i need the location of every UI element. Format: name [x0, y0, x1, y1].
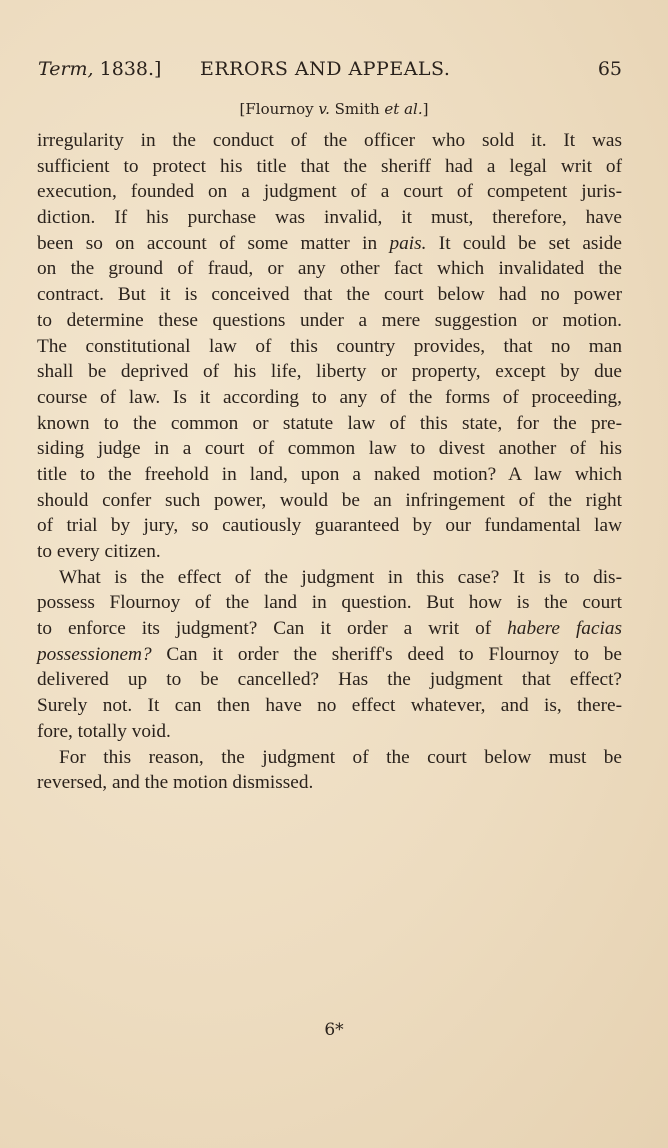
- text-segment: fore, totally void.: [37, 720, 171, 742]
- header-term-year: 1838.]: [99, 58, 162, 80]
- text-line: [37, 256, 622, 282]
- text-line: [37, 411, 622, 437]
- case-caption-versus: v.: [318, 100, 330, 118]
- text-segment: contract. But it is conceived that the court below had no power: [37, 284, 622, 306]
- text-segment: known to the common or statute law of this state, for the pre-: [37, 412, 622, 434]
- text-segment: For this reason, the judgment of the court below must be: [59, 746, 622, 768]
- case-caption-et-al: et al.: [384, 100, 423, 118]
- text-line: [37, 513, 622, 539]
- text-line: [37, 231, 622, 257]
- text-segment: delivered up to be cancelled? Has the judgment that effect?: [37, 669, 622, 691]
- text-segment: It could be set aside: [426, 232, 622, 254]
- text-segment: siding judge in a court of common law to divest another of his: [37, 438, 622, 460]
- text-segment: been so on account of some matter in: [37, 232, 390, 254]
- signature-mark: 6*: [324, 1020, 344, 1040]
- page-number: 65: [597, 58, 622, 80]
- text-segment: The constitutional law of this country provides, that no man: [37, 335, 622, 357]
- case-caption-open: [Flournoy: [239, 100, 319, 118]
- body-text: [37, 128, 622, 796]
- text-segment: possess Flournoy of the land in question. But how is the court: [37, 592, 622, 614]
- text-line: [37, 719, 622, 745]
- text-segment: Surely not. It can then have no effect whatever, and is, there-: [37, 695, 622, 717]
- text-line: [37, 462, 622, 488]
- text-line: [37, 334, 622, 360]
- text-line: [37, 539, 622, 565]
- text-line: [37, 179, 622, 205]
- text-line: [37, 436, 622, 462]
- case-caption-close: ]: [422, 100, 429, 118]
- text-segment: to enforce its judgment? Can it order a writ of: [37, 618, 508, 640]
- case-caption: [0, 100, 668, 118]
- text-line: [37, 308, 622, 334]
- text-segment: execution, founded on a judgment of a court of competent juris-: [37, 181, 622, 203]
- text-segment: on the ground of fraud, or any other fact which invalidated the: [37, 258, 622, 280]
- text-line: [37, 128, 622, 154]
- text-line: [37, 565, 622, 591]
- header-term-label: Term,: [38, 58, 94, 80]
- text-segment: diction. If his purchase was invalid, it must, therefore, have: [37, 207, 622, 229]
- text-line: [37, 359, 622, 385]
- text-line: [37, 154, 622, 180]
- text-line: [37, 590, 622, 616]
- text-line: [37, 642, 622, 668]
- italic-text: pais.: [389, 232, 427, 254]
- text-line: [37, 667, 622, 693]
- text-line: [37, 385, 622, 411]
- text-segment: irregularity in the conduct of the officer who sold it. It was: [37, 130, 622, 151]
- text-segment: should confer such power, would be an infringement of the right: [37, 489, 622, 511]
- text-line: [37, 488, 622, 514]
- text-line: [37, 693, 622, 719]
- header-term: [38, 58, 161, 80]
- text-segment: course of law. Is it according to any of the forms of proceeding,: [37, 386, 622, 408]
- italic-text: possessionem?: [37, 643, 152, 665]
- italic-text: habere facias: [507, 618, 622, 640]
- text-line: [37, 282, 622, 308]
- text-line: [37, 205, 622, 231]
- case-caption-defendant: Smith: [329, 100, 385, 118]
- text-segment: to determine these questions under a mere suggestion or motion.: [37, 309, 622, 331]
- running-header: [38, 58, 622, 86]
- text-segment: Can it order the sheriff's deed to Flournoy to be: [151, 643, 622, 665]
- text-line: [37, 770, 622, 796]
- text-segment: What is the effect of the judgment in this case? It is to dis-: [59, 566, 622, 588]
- header-title: ERRORS AND APPEALS.: [200, 58, 451, 80]
- text-segment: sufficient to protect his title that the sheriff had a legal writ of: [37, 155, 622, 177]
- text-segment: title to the freehold in land, upon a naked motion? A law which: [37, 463, 622, 485]
- text-line: [37, 745, 622, 771]
- text-segment: to every citizen.: [37, 541, 161, 562]
- text-segment: of trial by jury, so cautiously guaranteed by our fundamental law: [37, 515, 622, 537]
- text-segment: shall be deprived of his life, liberty or property, except by due: [37, 361, 622, 383]
- text-segment: reversed, and the motion dismissed.: [37, 772, 314, 794]
- text-line: [37, 616, 622, 642]
